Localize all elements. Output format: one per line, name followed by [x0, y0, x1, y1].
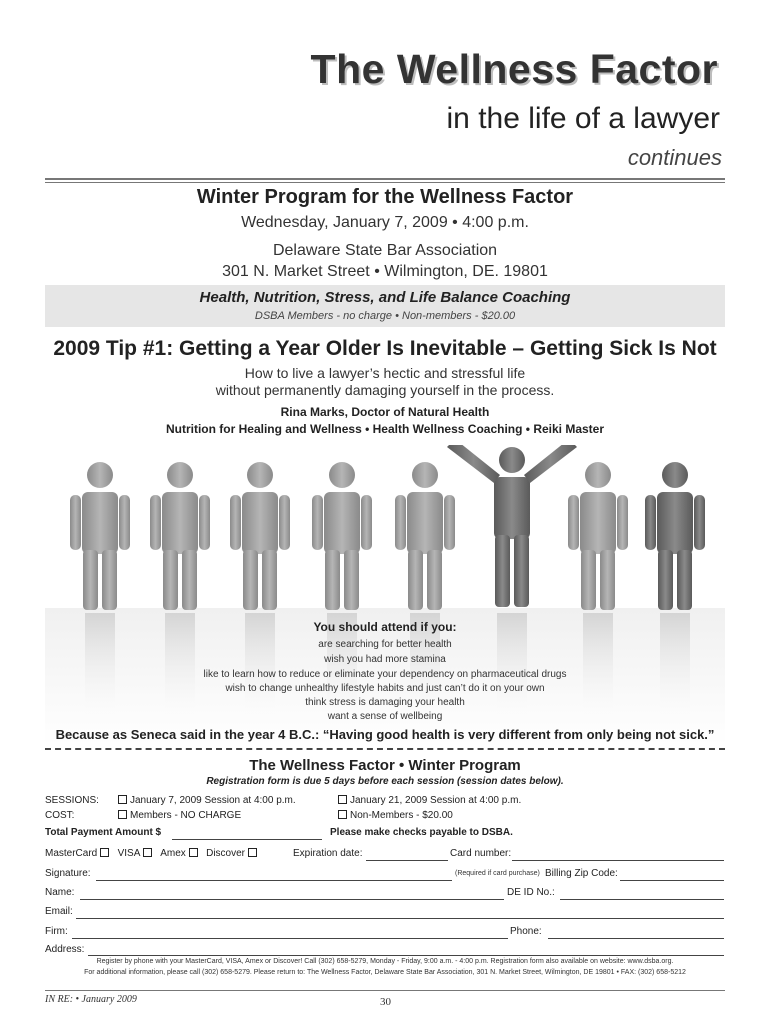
program-date: Wednesday, January 7, 2009 • 4:00 p.m.: [241, 214, 529, 231]
phone-field[interactable]: [548, 938, 724, 939]
registration-info: Register by phone with your MasterCard, VISA, Amex or Discover! Call (302) 658-5279, Monday - Friday, 9:00 a.m. - 4:00 p.m. Registration form also available on website: www.dsba.org.: [96, 958, 674, 965]
billing-zip-label: Billing Zip Code:: [545, 868, 618, 879]
footer-divider: [45, 990, 725, 991]
card-number-label: Card number:: [450, 848, 512, 859]
expiration-label: Expiration date:: [293, 848, 363, 859]
checkbox-icon[interactable]: [338, 795, 347, 804]
coaching-prices: DSBA Members - no charge • Non-members - $20.00: [254, 310, 516, 322]
checks-payable-note: Please make checks payable to DSBA.: [330, 827, 513, 838]
phone-label: Phone:: [510, 926, 542, 937]
total-payment-field[interactable]: [172, 839, 322, 840]
header-divider-bottom: [45, 182, 725, 183]
checkbox-icon[interactable]: [189, 848, 198, 857]
speaker-name: Rina Marks, Doctor of Natural Health: [280, 405, 490, 419]
tip-title: 2009 Tip #1: Getting a Year Older Is Inevitable – Getting Sick Is Not: [53, 337, 717, 360]
session-option-1[interactable]: January 7, 2009 Session at 4:00 p.m.: [118, 795, 296, 806]
billing-zip-field[interactable]: [620, 880, 724, 881]
program-address: 301 N. Market Street • Wilmington, DE. 19801: [222, 263, 548, 280]
name-field[interactable]: [80, 899, 504, 900]
address-field[interactable]: [88, 955, 724, 956]
signature-label: Signature:: [45, 868, 91, 879]
cost-option-nonmembers[interactable]: Non-Members - $20.00: [338, 810, 453, 821]
form-note: Registration form is due 5 days before each session (session dates below).: [206, 776, 564, 787]
coaching-title: Health, Nutrition, Stress, and Life Balance Coaching: [199, 289, 571, 306]
page-subtitle: in the life of a lawyer: [446, 102, 720, 135]
checkbox-icon[interactable]: [118, 810, 127, 819]
header-divider-top: [45, 178, 725, 180]
attend-item: like to learn how to reduce or eliminate your dependency on pharmaceutical drugs: [203, 669, 567, 680]
checkbox-icon[interactable]: [118, 795, 127, 804]
cut-line: [45, 748, 725, 750]
tip-description-line: without permanently damaging yourself in the process.: [215, 382, 555, 398]
tip-description-line: How to live a lawyer’s hectic and stressful life: [244, 365, 526, 381]
cheering-figure: [447, 445, 577, 607]
continues-label: continues: [627, 145, 722, 170]
program-venue: Delaware State Bar Association: [272, 242, 498, 259]
attend-item: wish you had more stamina: [324, 654, 446, 665]
page-title: The Wellness Factor: [310, 46, 718, 92]
email-field[interactable]: [76, 918, 724, 919]
attend-title: You should attend if you:: [313, 620, 457, 634]
total-payment-label: Total Payment Amount $: [45, 827, 162, 838]
checkbox-icon[interactable]: [100, 848, 109, 857]
program-title: Winter Program for the Wellness Factor: [196, 186, 574, 208]
signature-field[interactable]: [96, 880, 452, 881]
deid-field[interactable]: [560, 899, 724, 900]
firm-label: Firm:: [45, 926, 68, 937]
email-label: Email:: [45, 906, 73, 917]
seneca-quote: Because as Seneca said in the year 4 B.C.: “Having good health is very different from only being not sick.”: [55, 727, 715, 742]
name-label: Name:: [45, 887, 75, 898]
attend-item: think stress is damaging your health: [305, 697, 465, 708]
card-type-options[interactable]: MasterCard VISA Amex Discover: [45, 848, 260, 859]
attend-item: want a sense of wellbeing: [327, 711, 443, 722]
publication-label: IN RE: • January 2009: [45, 994, 137, 1005]
form-title: The Wellness Factor • Winter Program: [249, 757, 521, 774]
required-note: (Required if card purchase): [455, 870, 540, 877]
contact-info: For additional information, please call (302) 658-5279. Please return to: The Wellness Factor, Delaware State Bar Association, 301 N. Market Street, Wilmington, DE 19801 • FAX: (302) 658-5212: [84, 969, 686, 976]
page-number: 30: [380, 996, 391, 1008]
session-option-2[interactable]: January 21, 2009 Session at 4:00 p.m.: [338, 795, 521, 806]
firm-field[interactable]: [72, 938, 508, 939]
address-label: Address:: [45, 944, 85, 955]
sessions-label: SESSIONS:: [45, 795, 99, 806]
checkbox-icon[interactable]: [143, 848, 152, 857]
card-number-field[interactable]: [512, 860, 724, 861]
attend-item: wish to change unhealthy lifestyle habits and just can’t do it on your own: [225, 683, 545, 694]
cost-label: COST:: [45, 810, 75, 821]
cost-option-members[interactable]: Members - NO CHARGE: [118, 810, 241, 821]
deid-label: DE ID No.:: [507, 887, 555, 898]
checkbox-icon[interactable]: [248, 848, 257, 857]
speaker-credentials: Nutrition for Healing and Wellness • Health Wellness Coaching • Reiki Master: [165, 422, 605, 436]
expiration-field[interactable]: [366, 860, 448, 861]
attend-item: are searching for better health: [318, 639, 452, 650]
checkbox-icon[interactable]: [338, 810, 347, 819]
